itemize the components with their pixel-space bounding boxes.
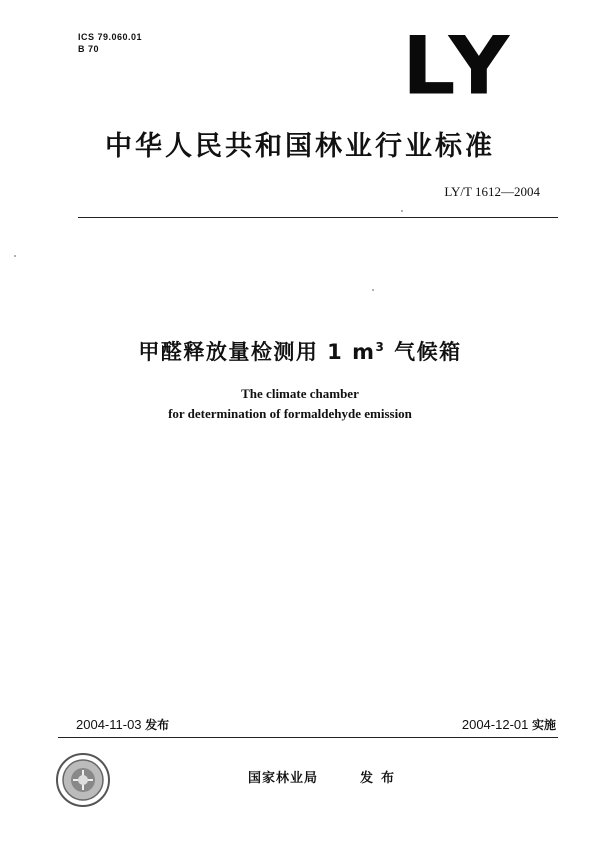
title-zh-superscript: 3 — [375, 340, 386, 354]
implement-date-value: 2004-12-01 — [461, 717, 529, 732]
ics-code: ICS 79.060.01 — [78, 32, 143, 42]
issuing-authority: 国家林业局 — [248, 771, 319, 786]
document-title-zh — [0, 336, 600, 366]
implement-label: 实施 — [531, 718, 556, 732]
standard-title: 中华人民共和国林业行业标准 — [105, 131, 495, 162]
publish-label: 发布 — [360, 771, 403, 786]
standard-logo: LY — [402, 19, 516, 113]
top-divider — [78, 217, 558, 218]
authority-seal-icon — [55, 752, 111, 808]
scan-speck — [372, 289, 374, 291]
title-zh-suffix: 气候箱 — [385, 340, 462, 364]
implement-date — [462, 716, 556, 733]
scan-speck — [14, 255, 16, 257]
scan-speck — [401, 210, 403, 212]
issue-date — [76, 716, 169, 733]
issue-label: 发布 — [145, 718, 170, 732]
standard-number: LY/T 1612—2004 — [444, 184, 540, 199]
document-title-en-line2: for determination of formaldehyde emission — [168, 406, 412, 421]
issue-date-value: 2004-11-03 — [76, 717, 142, 732]
category-code: B 70 — [78, 44, 100, 54]
title-zh-main: 甲醛释放量检测用 1 m — [138, 340, 376, 364]
document-title-en-line1: The climate chamber — [241, 386, 359, 401]
bottom-divider — [58, 737, 558, 738]
